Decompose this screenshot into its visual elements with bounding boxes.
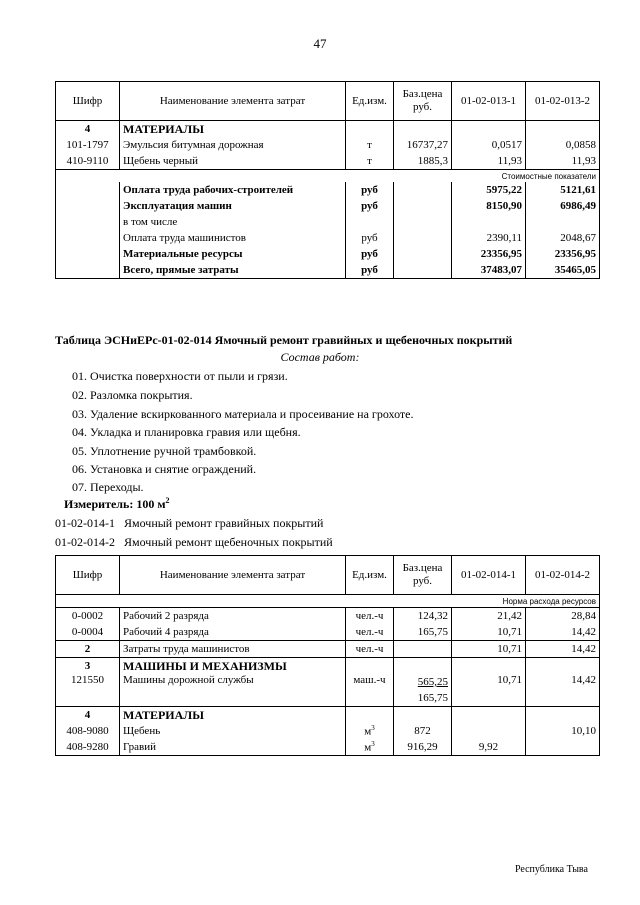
row-name: Гравий — [120, 739, 346, 756]
composition-title: Состав работ: — [280, 350, 360, 364]
row-price: 872 — [394, 723, 452, 739]
row-price: 16737,27 — [394, 137, 452, 153]
section-number: 3 — [56, 658, 120, 675]
row-code: 0-0002 — [56, 608, 120, 625]
row-name: Затраты труда машинистов — [120, 641, 346, 658]
meter-superscript: 2 — [165, 496, 170, 505]
cost-name: Всего, прямые затраты — [120, 262, 346, 279]
subheader-row — [56, 595, 600, 608]
cost-name: Материальные ресурсы — [120, 246, 346, 262]
row-price: 916,29 — [394, 739, 452, 756]
variant-item — [55, 535, 333, 550]
section-row — [56, 707, 600, 724]
cost-unit: руб — [346, 182, 394, 198]
row-value-2: 11,93 — [526, 153, 600, 170]
table-row — [56, 674, 600, 707]
row-code: 121550 — [56, 674, 120, 707]
subheader-label: Норма расхода ресурсов — [56, 595, 600, 608]
row-value-1: 10,71 — [452, 624, 526, 641]
table-row — [56, 739, 600, 756]
variant-name: Ямочный ремонт гравийных покрытий — [124, 516, 324, 530]
section-row — [56, 641, 600, 658]
row-unit: т — [346, 137, 394, 153]
work-item: 04. Укладка и планировка гравия или щебня. — [72, 425, 301, 439]
row-price: 124,32 — [394, 608, 452, 625]
variant-code: 01-02-014-1 — [55, 516, 115, 530]
row-price: 165,75 — [394, 624, 452, 641]
cost-name: в том числе — [120, 214, 346, 230]
row-value-1: 11,93 — [452, 153, 526, 170]
meter-label — [64, 496, 170, 512]
cost-row — [56, 230, 600, 246]
row-value-2: 14,42 — [526, 624, 600, 641]
work-item: 05. Уплотнение ручной трамбовкой. — [72, 444, 257, 458]
header-col1: 01-02-013-1 — [452, 82, 526, 121]
row-value-2: 28,84 — [526, 608, 600, 625]
cost-name: Оплата труда машинистов — [120, 230, 346, 246]
table-header — [56, 556, 600, 595]
row-code: 101-1797 — [56, 137, 120, 153]
row-code: 408-9080 — [56, 723, 120, 739]
header-col2: 01-02-013-2 — [526, 82, 600, 121]
cost-unit: руб — [346, 262, 394, 279]
table-title: Таблица ЭСНиЕРс-01-02-014 Ямочный ремонт гравийных и щебеночных покрытий — [55, 333, 513, 347]
section-title: МАТЕРИАЛЫ — [120, 707, 346, 724]
section-number: 4 — [56, 121, 120, 138]
header-price: Баз.цена руб. — [394, 82, 452, 121]
variant-code: 01-02-014-2 — [55, 535, 115, 549]
cost-row — [56, 246, 600, 262]
cost-value-1: 2390,11 — [452, 230, 526, 246]
cost-row — [56, 198, 600, 214]
price-wage: 165,75 — [417, 692, 448, 704]
header-col1: 01-02-014-1 — [452, 556, 526, 595]
row-value-2: 0,0858 — [526, 137, 600, 153]
cost-value-2: 2048,67 — [526, 230, 600, 246]
row-name: Эмульсия битумная дорожная — [120, 137, 346, 153]
cost-row — [56, 214, 600, 230]
row-unit — [346, 723, 394, 739]
cost-value-2: 35465,05 — [526, 262, 600, 279]
table-row — [56, 137, 600, 153]
work-item: 03. Удаление вскиркованного материала и просеивание на грохоте. — [72, 407, 414, 421]
cost-value-1: 8150,90 — [452, 198, 526, 214]
row-name: Машины дорожной службы — [120, 674, 346, 707]
row-value-1 — [452, 723, 526, 739]
table-row — [56, 723, 600, 739]
row-unit: чел.-ч — [346, 608, 394, 625]
work-item: 07. Переходы. — [72, 480, 144, 494]
row-code: 410-9110 — [56, 153, 120, 170]
section-title: МАТЕРИАЛЫ — [120, 121, 346, 138]
cost-value-2: 6986,49 — [526, 198, 600, 214]
row-value-2: 14,42 — [526, 641, 600, 658]
cost-row — [56, 262, 600, 279]
table-row — [56, 624, 600, 641]
unit-text: м — [364, 741, 372, 754]
header-price: Баз.цена руб. — [394, 556, 452, 595]
header-name: Наименование элемента затрат — [120, 82, 346, 121]
subheader-row — [56, 170, 600, 183]
row-name: Рабочий 2 разряда — [120, 608, 346, 625]
row-unit: маш.-ч — [346, 674, 394, 707]
row-code: 0-0004 — [56, 624, 120, 641]
row-unit: чел.-ч — [346, 624, 394, 641]
row-value-1: 10,71 — [452, 674, 526, 707]
row-name: Щебень черный — [120, 153, 346, 170]
row-price: 1885,3 — [394, 153, 452, 170]
variant-item — [55, 516, 323, 531]
resource-table-013 — [55, 81, 600, 279]
section-row — [56, 658, 600, 675]
unit-superscript: 3 — [371, 740, 375, 749]
row-value-1: 10,71 — [452, 641, 526, 658]
cost-name: Оплата труда рабочих-строителей — [120, 182, 346, 198]
row-unit: т — [346, 153, 394, 170]
header-code: Шифр — [56, 82, 120, 121]
work-item: 02. Разломка покрытия. — [72, 388, 193, 402]
section-row — [56, 121, 600, 138]
header-name: Наименование элемента затрат — [120, 556, 346, 595]
row-value-2: 14,42 — [526, 674, 600, 707]
row-value-2 — [526, 739, 600, 756]
price-current: 565,25 — [417, 676, 448, 688]
cost-value-1: 5975,22 — [452, 182, 526, 198]
cost-name: Эксплуатация машин — [120, 198, 346, 214]
unit-superscript: 3 — [371, 724, 375, 733]
resource-table-014 — [55, 555, 600, 756]
table-header — [56, 82, 600, 121]
header-col2: 01-02-014-2 — [526, 556, 600, 595]
row-name: Щебень — [120, 723, 346, 739]
section-title: МАШИНЫ И МЕХАНИЗМЫ — [120, 658, 346, 675]
row-code: 408-9280 — [56, 739, 120, 756]
row-name: Рабочий 4 разряда — [120, 624, 346, 641]
table-row — [56, 608, 600, 625]
cost-value-1: 23356,95 — [452, 246, 526, 262]
cost-value-2: 23356,95 — [526, 246, 600, 262]
cost-unit: руб — [346, 230, 394, 246]
row-price — [394, 674, 452, 707]
row-unit — [346, 739, 394, 756]
row-value-1: 0,0517 — [452, 137, 526, 153]
meter-text: Измеритель: 100 м — [64, 497, 166, 511]
section-number: 2 — [56, 641, 120, 658]
row-value-2: 10,10 — [526, 723, 600, 739]
header-unit: Ед.изм. — [346, 82, 394, 121]
cost-unit: руб — [346, 246, 394, 262]
work-item: 01. Очистка поверхности от пыли и грязи. — [72, 369, 288, 383]
header-code: Шифр — [56, 556, 120, 595]
table-row — [56, 153, 600, 170]
cost-unit: руб — [346, 198, 394, 214]
subheader-label: Стоимостные показатели — [56, 170, 600, 183]
header-unit: Ед.изм. — [346, 556, 394, 595]
footer-region: Республика Тыва — [515, 864, 588, 875]
row-value-1: 9,92 — [452, 739, 526, 756]
cost-value-1: 37483,07 — [452, 262, 526, 279]
page-number: 47 — [313, 36, 327, 51]
row-value-1: 21,42 — [452, 608, 526, 625]
row-unit: чел.-ч — [346, 641, 394, 658]
cost-value-2: 5121,61 — [526, 182, 600, 198]
variant-name: Ямочный ремонт щебеночных покрытий — [124, 535, 333, 549]
unit-text: м — [364, 725, 372, 738]
cost-row — [56, 182, 600, 198]
work-item: 06. Установка и снятие ограждений. — [72, 462, 257, 476]
section-number: 4 — [56, 707, 120, 724]
